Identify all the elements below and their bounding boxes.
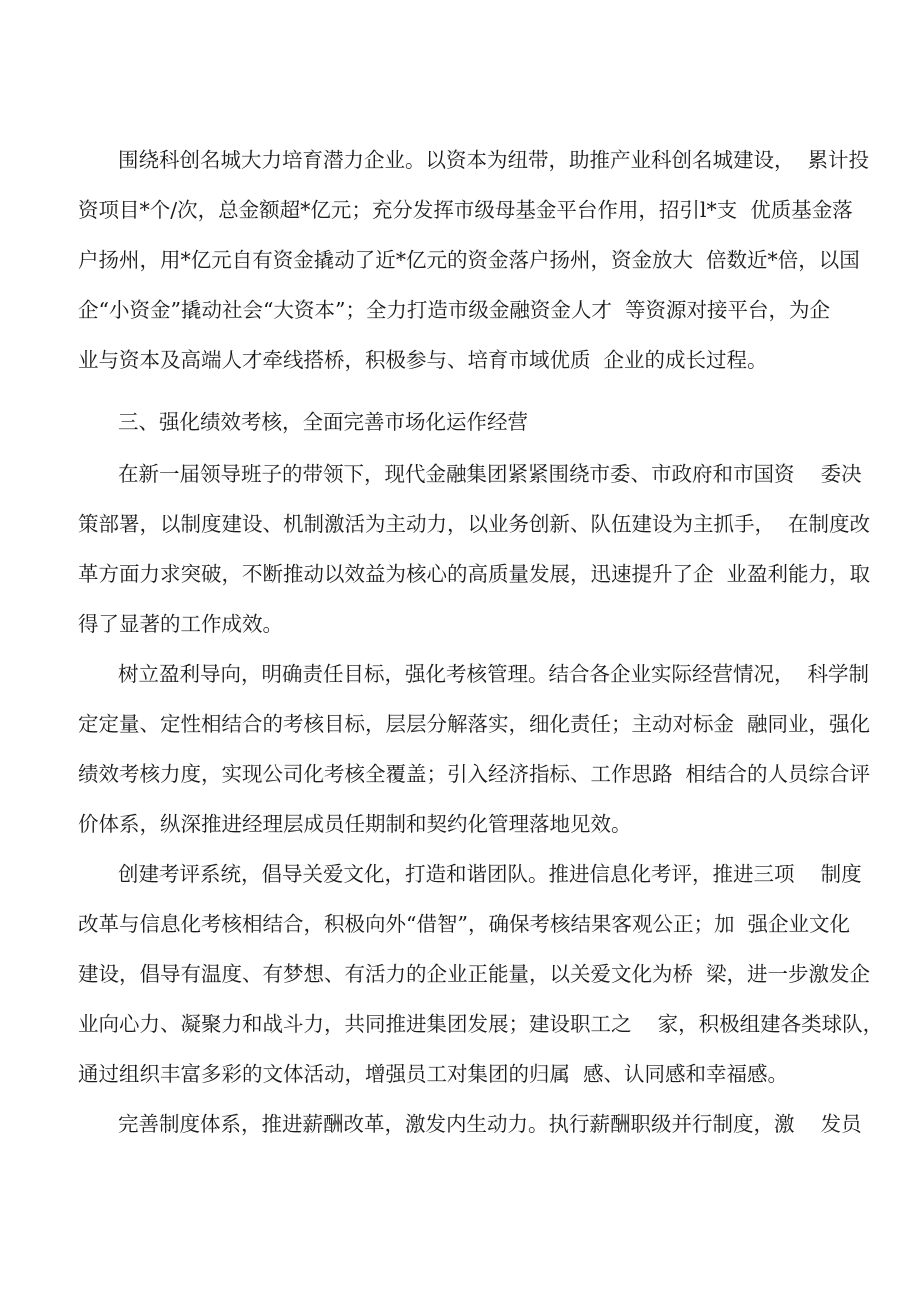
text-line: 通过组织丰富多彩的文体活动，增强员工对集团的归属 感、认同感和幸福感。 — [78, 1062, 789, 1086]
text-line: 价体系，纵深推进经理层成员任期制和契约化管理落地见效。 — [78, 812, 632, 836]
text-line: 创建考评系统，倡导关爱文化，打造和谐团队。推进信息化考评，推进三项 制度 — [118, 862, 862, 886]
text-line: 业与资本及高端人才牵线搭桥，积极参与、培育市域优质 企业的成长过程。 — [78, 348, 768, 372]
text-line: 企“小资金”撬动社会“大资本”；全力打造市级金融资金人才 等资源对接平台，为企 — [78, 298, 830, 322]
text-line: 围绕科创名城大力培育潜力企业。以资本为纽带，助推产业科创名城建设， 累计投 — [118, 148, 870, 172]
text-line: 定定量、定性相结合的考核目标，层层分解落实，细化责任；主动对标金 融同业，强化 — [78, 712, 871, 736]
text-line: 在新一届领导班子的带领下，现代金融集团紧紧围绕市委、市政府和市国资 委决 — [118, 462, 862, 486]
text-line: 建设，倡导有温度、有梦想、有活力的企业正能量，以关爱文化为桥 梁，进一步激发企 — [78, 962, 871, 986]
text-line: 树立盈利导向，明确责任目标，强化考核管理。结合各企业实际经营情况， 科学制 — [118, 662, 870, 686]
text-line: 绩效考核力度，实现公司化考核全覆盖；引入经济指标、工作思路 相结合的人员综合评 — [78, 762, 871, 786]
text-line: 资项目*个/次，总金额超*亿元；充分发挥市级母基金平台作用，招引l*支 优质基金落 — [78, 198, 853, 222]
text-line: 革方面力求突破，不断推动以效益为核心的高质量发展，迅速提升了企 业盈利能力，取 — [78, 562, 871, 586]
text-line: 业向心力、凝聚力和战斗力，共同推进集团发展；建设职工之 家，积极组建各类球队， — [78, 1012, 884, 1036]
text-line: 改革与信息化考核相结合，积极向外“借智”，确保考核结果客观公正；加 强企业文化 — [78, 912, 850, 936]
text-line: 完善制度体系，推进薪酬改革，激发内生动力。执行薪酬职级并行制度，激 发员 — [118, 1112, 862, 1136]
section-heading: 三、强化绩效考核，全面完善市场化运作经营 — [118, 410, 528, 434]
text-line: 户扬州，用*亿元自有资金撬动了近*亿元的资金落户扬州，资金放大 倍数近*倍，以国 — [78, 248, 860, 272]
text-line: 得了显著的工作成效。 — [78, 612, 283, 636]
text-line: 策部署，以制度建设、机制激活为主动力，以业务创新、队伍建设为主抓手， 在制度改 — [78, 512, 871, 536]
